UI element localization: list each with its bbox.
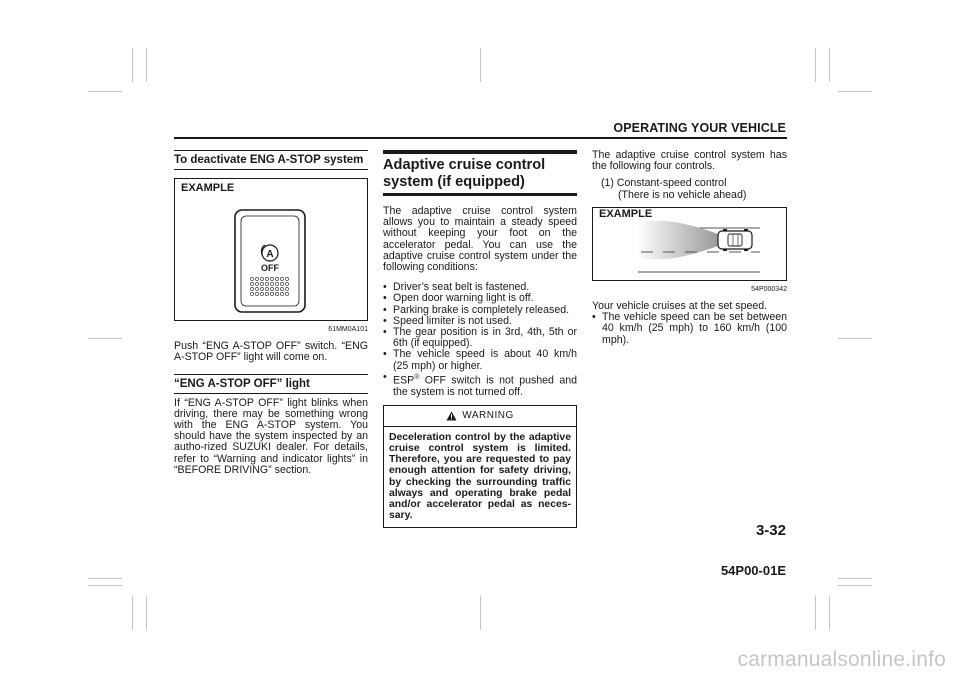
list-item: • The vehicle speed is about 40 km/h (25 mph) or higher. xyxy=(383,349,577,371)
list-item: • Speed limiter is not used. xyxy=(383,316,577,327)
column-right xyxy=(592,150,787,346)
paragraph-push-switch: Push “ENG A-STOP OFF” switch. “ENG A-STOP OFF” light will come on. xyxy=(174,340,368,364)
warning-title: WARNING xyxy=(462,410,514,422)
car-icon xyxy=(718,229,752,251)
paragraph-set-speed: Your vehicle cruises at the set speed. xyxy=(592,300,768,313)
radar-diagram-icon xyxy=(593,208,786,280)
warning-box xyxy=(383,405,577,529)
page-number: 3-32 xyxy=(755,522,786,539)
heading-acc: Adaptive cruise control system (if equipped) xyxy=(383,150,577,196)
header-rule xyxy=(174,137,787,139)
figure-code: 54P000342 xyxy=(751,285,787,293)
heading-deactivate: To deactivate ENG A-STOP system xyxy=(174,150,368,170)
esp-prefix: ESP xyxy=(393,374,415,387)
figure-constant-speed xyxy=(592,207,787,281)
column-middle xyxy=(383,150,577,528)
paragraph-four-controls: The adaptive cruise control system has the following four controls. xyxy=(592,149,787,173)
conditions-list xyxy=(383,282,577,398)
document-code: 54P00-01E xyxy=(720,563,786,578)
warning-body: Deceleration control by the adaptive cruise control system is limited. Therefore, you are requested to pay enough attention for safety driving, by checking the surrounding traffic always and operating brake pedal and/or accelerator pedal as neces-sary. xyxy=(389,431,571,522)
list-item: • The vehicle speed can be set between 40 km/h (25 mph) to 160 km/h (100 mph). xyxy=(592,312,787,346)
switch-off-text: OFF xyxy=(261,263,279,273)
figure-switch xyxy=(174,178,368,321)
esp-suffix: OFF switch is not pushed and the system is not turned off. xyxy=(393,374,577,398)
figure-code: 61MM0A101 xyxy=(328,326,368,333)
column-left xyxy=(174,150,368,476)
watermark: carmanualsonline.info xyxy=(737,648,946,671)
speed-list xyxy=(592,312,787,346)
list-item: • Open door warning light is off. xyxy=(383,293,577,304)
control-1-subtitle: (There is no vehicle ahead) xyxy=(618,188,747,201)
warning-triangle-icon xyxy=(446,411,457,421)
control-1-title: (1) Constant-speed control xyxy=(601,177,727,190)
heading-light: “ENG A-STOP OFF” light xyxy=(174,374,368,394)
list-item-esp xyxy=(383,372,577,398)
paragraph-acc-intro: The adaptive cruise control system allows you to maintain a steady speed without keeping your foot on the accelerator pedal. You can use the adaptive cruise control system under the following conditions: xyxy=(383,205,577,274)
list-item: • The gear position is in 3rd, 4th, 5th or 6th (if equipped). xyxy=(383,327,577,349)
eng-a-stop-switch-icon xyxy=(175,179,367,320)
list-item: • Parking brake is completely released. xyxy=(383,305,577,316)
paragraph-light-blinks: If “ENG A-STOP OFF” light blinks when driving, there may be something wrong with the ENG A-STOP system. You should have the system inspected by an autho-rized SUZUKI dealer. For details, refer to “Warning and indicator lights” in “BEFORE DRIVING” section. xyxy=(174,396,368,476)
switch-letter: A xyxy=(266,249,274,260)
list-item: • Driver’s seat belt is fastened. xyxy=(383,282,577,293)
section-title: OPERATING YOUR VEHICLE xyxy=(613,121,786,135)
warning-header xyxy=(384,406,576,427)
figure-label: EXAMPLE xyxy=(181,182,235,194)
figure-label: EXAMPLE xyxy=(599,207,653,220)
registered-mark: ® xyxy=(414,373,420,381)
